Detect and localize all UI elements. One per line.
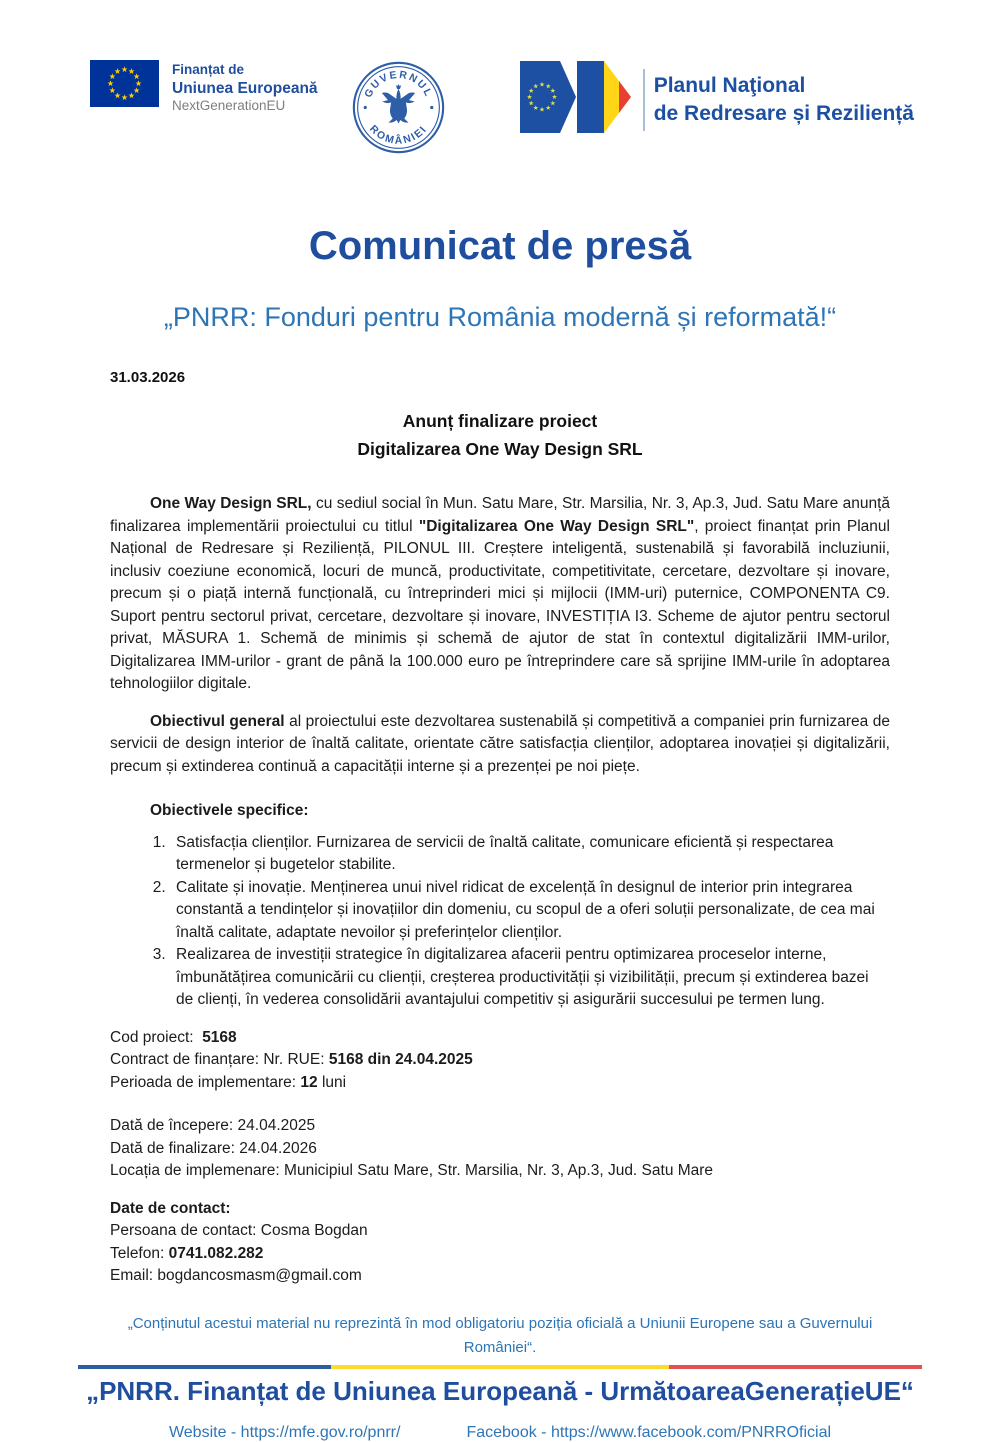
pnrr-funding-banner: „PNRR. Finanțat de Uniunea Europeană - UrmătoareaGenerațieUE“ <box>86 1375 914 1406</box>
objective-item-2: 2. Calitate și inovație. Menținerea unui nivel ridicat de excelență în designul de interior prin integrarea constantă a tendințelor și inovațiilor din domeniu, cu scopul de a oferi soluții personalizate, de cea mai înaltă calitate, adaptate nevoilor și preferințelor clienților. <box>170 877 890 945</box>
start-date-line: Dată de începere: 24.04.2025 <box>110 1117 316 1134</box>
project-code-line: Cod proiect: 5168 <box>110 1028 237 1046</box>
announcement-heading <box>0 407 1000 463</box>
email-line: Email: bogdancosmasm@gmail.com <box>110 1267 362 1284</box>
spacer <box>110 1094 890 1115</box>
footer-links <box>0 1424 1000 1442</box>
contact-section <box>110 1198 890 1288</box>
announcement-line2: Digitalizarea One Way Design SRL <box>357 439 643 459</box>
financing-contract-line: Contract de finanțare: Nr. RUE: 5168 din 24.04.2025 <box>110 1051 473 1068</box>
website-link[interactable]: Website - https://mfe.gov.ro/pnrr/ <box>168 1423 401 1441</box>
date: 31.03.2026 <box>110 369 186 386</box>
pnrr-logo-line1: Planul Naţional <box>653 74 806 98</box>
government-of-romania-seal-icon <box>351 60 446 160</box>
body-content <box>110 493 890 1288</box>
email-value: bogdancosmasm@gmail.com <box>157 1267 362 1284</box>
objective-item-3: 3. Realizarea de investiții strategice în digitalizarea afacerii pentru optimizarea proceselor interne, îmbunătățirea comunicării cu clienții, creșterea productivității și vizibilității, precum și extinderea bazei de clienți, în vederea consolidării avantajului competitiv și asigurării succesului pe termen lung. <box>170 944 890 1012</box>
eu-funded-logo-text <box>172 60 318 115</box>
pnrr-arrows-icon <box>520 60 634 139</box>
pnrr-logo-text <box>654 72 914 127</box>
contact-person-line: Persoana de contact: Cosma Bogdan <box>110 1222 368 1239</box>
page-title: Comunicat de presă <box>308 224 692 268</box>
eu-funded-line1: Finanțat de <box>172 62 245 77</box>
project-details <box>110 1027 890 1183</box>
paragraph-general-objective: Obiectivul general al proiectului este dezvoltarea sustenabilă și competitivă a companiei prin furnizarea de servicii de design interior de înaltă calitate, orientate către satisfacția clienților, adoptarea inovației și digitalizării, precum și extinderea continuă a capacității interne și a prezenței pe noi piețe. <box>110 712 890 775</box>
specific-objectives-list <box>110 832 890 1012</box>
eu-funded-logo <box>90 60 318 115</box>
pnrr-logo-line2: de Redresare și Reziliență <box>653 101 914 125</box>
pnrr-logo <box>520 60 914 139</box>
objective-item-1: 1. Satisfacția clienților. Furnizarea de servicii de înaltă calitate, comunicare eficientă și respectarea termenelor și bugetelor stabilite. <box>170 832 890 877</box>
end-date-line: Dată de finalizare: 24.04.2026 <box>110 1139 317 1157</box>
announcement-line1: Anunț finalizare proiect <box>402 411 598 431</box>
period-value: 12 <box>300 1073 318 1091</box>
phone-value: 0741.082.282 <box>168 1244 264 1262</box>
eu-funded-line3: NextGenerationEU <box>172 98 286 114</box>
seal-top-text: GUVERNUL <box>363 69 435 100</box>
coat-of-arms-eagle-icon <box>382 84 415 123</box>
seal-bottom-text: ROMÂNIEI <box>367 123 431 147</box>
facebook-link[interactable]: Facebook - https://www.facebook.com/PNRROficial <box>466 1423 832 1441</box>
phone-line: Telefon: 0741.082.282 <box>110 1244 264 1262</box>
eu-flag-icon <box>90 60 159 112</box>
disclaimer-text: „Conținutul acestui material nu reprezintă în mod obligatoriu poziția oficială a Uniunii Europene sau a Guvernului României“. <box>127 1314 873 1356</box>
specific-objectives-heading: Obiectivele specifice: <box>150 802 309 819</box>
flag-divider-yellow-segment <box>331 1365 669 1369</box>
project-code-value: 5168 <box>202 1028 237 1046</box>
project-title: "Digitalizarea One Way Design SRL" <box>418 517 695 535</box>
general-objective-label: Obiectivul general <box>150 712 285 730</box>
company-name: One Way Design SRL, <box>150 495 312 512</box>
location-line: Locația de implemenare: Municipiul Satu Mare, Str. Marsilia, Nr. 3, Ap.3, Jud. Satu Mare <box>110 1162 714 1179</box>
implementation-period-line: Perioada de implementare: 12 luni <box>110 1073 347 1091</box>
flag-divider-red-segment <box>669 1365 922 1369</box>
header <box>0 0 1000 160</box>
flag-divider-blue-segment <box>78 1365 331 1369</box>
svg-text:ROMÂNIEI <box>367 124 430 147</box>
romanian-flag-divider <box>78 1365 922 1369</box>
page-subtitle: „PNRR: Fonduri pentru România modernă și reformată!“ <box>163 302 837 332</box>
contact-heading: Date de contact: <box>110 1199 231 1217</box>
paragraph-project-description: One Way Design SRL, cu sediul social în Mun. Satu Mare, Str. Marsilia, Nr. 3, Ap.3, Jud. Satu Mare anunță finalizarea implementării proiectului cu titlul "Digitalizarea One Way Design SRL", proiect finanțat prin Planul Național de Redresare și Reziliență, PILONUL III. Creștere inteligentă, sustenabilă și favorabilă incluziunii, inclusiv coeziune economică, locuri de muncă, productivitate, competitivitate, cercetare, dezvoltare și inovare, precum și o piață internă funcțională, cu întreprinderi mici și mijlocii (IMM-uri) puternice, COMPONENTA C9. Suport pentru sectorul privat, cercetare, dezvoltare și inovare, INVESTIȚIA I3. Scheme de ajutor pentru sectorul privat, MĂSURA 1. Schemă de minimis și schemă de ajutor de stat în contextul digitalizării IMM-urilor, Digitalizarea IMM-urilor - grant de până la 100.000 euro pe întreprindere care să sprijine IMM-urile în adoptarea tehnologiilor digitale. <box>110 495 890 692</box>
eu-funded-line2: Uniunea Europeană <box>172 79 318 97</box>
contract-number-value: 5168 din 24.04.2025 <box>328 1051 473 1068</box>
pnrr-logo-divider <box>643 69 645 131</box>
